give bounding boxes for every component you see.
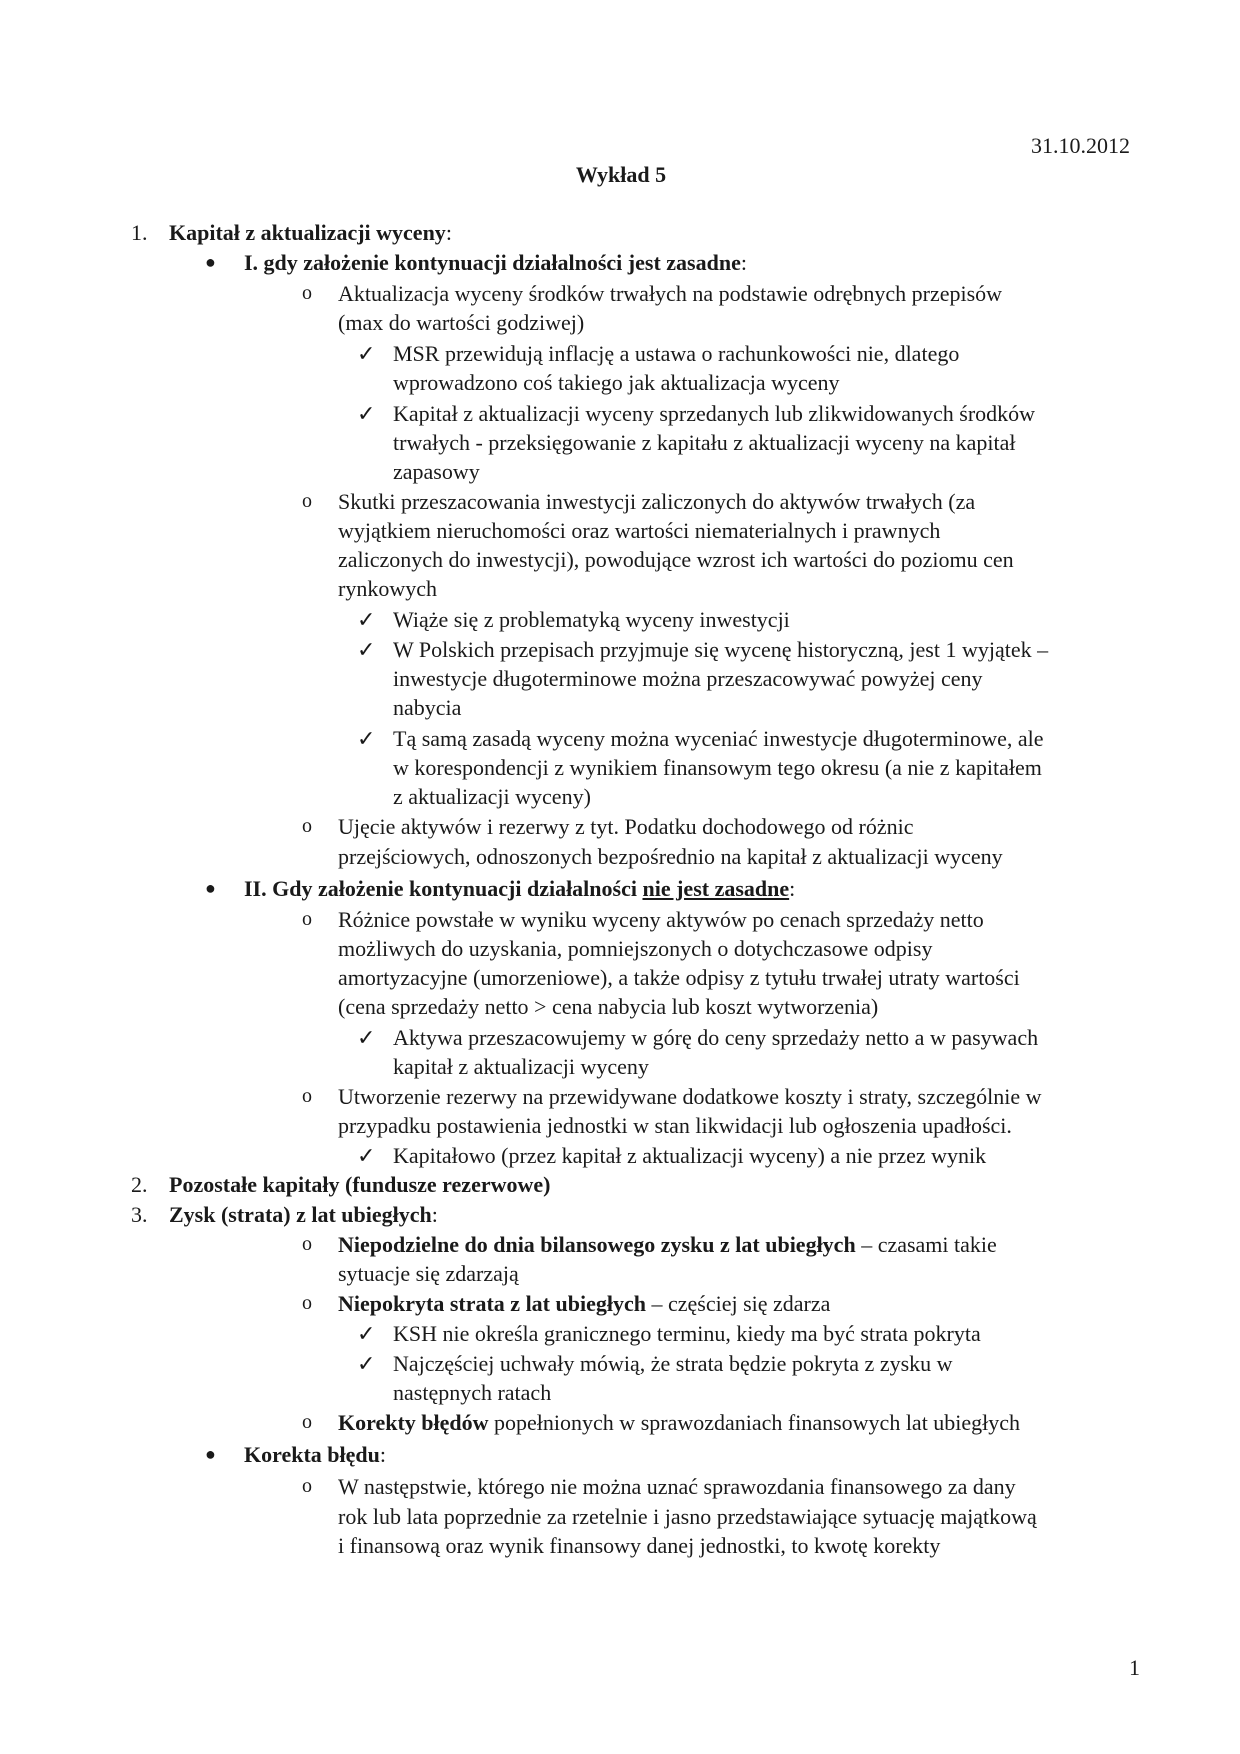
check-item-line: Tą samą zasadą wyceny można wyceniać inwestycje długoterminowe, ale <box>393 726 1044 751</box>
check-item-line: Wiąże się z problematyką wyceny inwestycji <box>393 607 790 632</box>
checkmark-icon: ✓ <box>357 1351 376 1376</box>
list-number: 3. <box>131 1202 148 1227</box>
list-item-line: rok lub lata poprzednie za rzetelnie i jasno przedstawiające sytuację majątkową <box>338 1504 1037 1529</box>
list-number: 2. <box>131 1172 148 1197</box>
list-item-line: wyjątkiem nieruchomości oraz wartości niematerialnych i prawnych <box>338 518 941 543</box>
check-item-line: trwałych - przeksięgowanie z kapitału z aktualizacji wyceny na kapitał <box>393 430 1016 455</box>
check-item-line: Najczęściej uchwały mówią, że strata będzie pokryta z zysku w <box>393 1351 953 1376</box>
list-item-line: Ujęcie aktywów i rezerwy z tyt. Podatku dochodowego od różnic <box>338 814 914 839</box>
check-item-line: MSR przewidują inflację a ustawa o rachunkowości nie, dlatego <box>393 341 960 366</box>
circle-bullet-icon: o <box>302 1233 312 1255</box>
list-item-line: amortyzacyjne (umorzeniowe), a także odpisy z tytułu trwałej utraty wartości <box>338 965 1020 990</box>
check-item-line: z aktualizacji wyceny) <box>393 784 591 809</box>
list-item-line: sytuacje się zdarzają <box>338 1261 519 1286</box>
list-item-line: W następstwie, którego nie można uznać sprawozdania finansowego za dany <box>338 1474 1016 1499</box>
check-item-line: w korespondencji z wynikiem finansowym tego okresu (a nie z kapitałem <box>393 755 1042 780</box>
list-item-line: (max do wartości godziwej) <box>338 310 585 335</box>
subsection-heading: I. gdy założenie kontynuacji działalności jest zasadne: <box>244 250 747 275</box>
check-item-line: inwestycje długoterminowe można przeszacowywać powyżej ceny <box>393 666 983 691</box>
checkmark-icon: ✓ <box>357 1025 376 1050</box>
lecture-date: 31.10.2012 <box>1031 133 1130 158</box>
check-item-line: nabycia <box>393 695 462 720</box>
check-item-line: Kapitał z aktualizacji wyceny sprzedanych lub zlikwidowanych środków <box>393 401 1036 426</box>
page-title: Wykład 5 <box>575 162 667 187</box>
check-item-line: zapasowy <box>393 459 480 484</box>
list-item-line: (cena sprzedaży netto > cena nabycia lub koszt wytworzenia) <box>338 994 879 1019</box>
check-item-line: Kapitałowo (przez kapitał z aktualizacji wyceny) a nie przez wynik <box>393 1143 987 1168</box>
list-item-line: Niepodzielne do dnia bilansowego zysku z lat ubiegłych – czasami takie <box>338 1232 997 1257</box>
list-item-line: i finansową oraz wynik finansowy danej jednostki, to kwotę korekty <box>338 1533 941 1558</box>
list-item-line: przypadku postawienia jednostki w stan likwidacji lub ogłoszenia upadłości. <box>338 1113 1012 1138</box>
subsection-heading: Korekta błędu: <box>244 1442 387 1467</box>
section-heading: Zysk (strata) z lat ubiegłych: <box>169 1202 438 1227</box>
bullet-icon: ● <box>205 252 216 272</box>
circle-bullet-icon: o <box>302 490 312 512</box>
section-heading: Pozostałe kapitały (fundusze rezerwowe) <box>169 1172 551 1197</box>
bullet-icon: ● <box>205 1444 216 1464</box>
checkmark-icon: ✓ <box>357 341 376 366</box>
list-item-line: Skutki przeszacowania inwestycji zaliczonych do aktywów trwałych (za <box>338 489 976 514</box>
checkmark-icon: ✓ <box>357 1321 376 1346</box>
checkmark-icon: ✓ <box>357 1143 376 1168</box>
subsection-heading: II. Gdy założenie kontynuacji działalności nie jest zasadne: <box>244 876 796 901</box>
check-item-line: W Polskich przepisach przyjmuje się wycenę historyczną, jest 1 wyjątek – <box>393 637 1049 662</box>
check-item-line: następnych ratach <box>393 1380 552 1405</box>
list-item-line: Aktualizacja wyceny środków trwałych na podstawie odrębnych przepisów <box>338 281 1003 306</box>
circle-bullet-icon: o <box>302 1475 312 1497</box>
check-item-line: kapitał z aktualizacji wyceny <box>393 1054 649 1079</box>
checkmark-icon: ✓ <box>357 637 376 662</box>
list-item-line: Korekty błędów popełnionych w sprawozdaniach finansowych lat ubiegłych <box>338 1410 1021 1435</box>
list-number: 1. <box>131 220 148 245</box>
circle-bullet-icon: o <box>302 282 312 304</box>
list-item-line: Niepokryta strata z lat ubiegłych – częściej się zdarza <box>338 1291 831 1316</box>
checkmark-icon: ✓ <box>357 726 376 751</box>
section-heading: Kapitał z aktualizacji wyceny: <box>169 220 452 245</box>
list-item-line: zaliczonych do inwestycji), powodujące wzrost ich wartości do poziomu cen <box>338 547 1014 572</box>
circle-bullet-icon: o <box>302 1292 312 1314</box>
list-item-line: przejściowych, odnoszonych bezpośrednio na kapitał z aktualizacji wyceny <box>338 844 1003 869</box>
check-item-line: wprowadzono coś takiego jak aktualizacja wyceny <box>393 370 840 395</box>
circle-bullet-icon: o <box>302 1085 312 1107</box>
check-item-line: Aktywa przeszacowujemy w górę do ceny sprzedaży netto a w pasywach <box>393 1025 1039 1050</box>
circle-bullet-icon: o <box>302 1411 312 1433</box>
list-item-line: Różnice powstałe w wyniku wyceny aktywów po cenach sprzedaży netto <box>338 907 984 932</box>
list-item-line: Utworzenie rezerwy na przewidywane dodatkowe koszty i straty, szczególnie w <box>338 1084 1042 1109</box>
list-item-line: możliwych do uzyskania, pomniejszonych o dotychczasowe odpisy <box>338 936 933 961</box>
page-number: 1 <box>1129 1655 1140 1680</box>
checkmark-icon: ✓ <box>357 401 376 426</box>
check-item-line: KSH nie określa granicznego terminu, kiedy ma być strata pokryta <box>393 1321 981 1346</box>
circle-bullet-icon: o <box>302 908 312 930</box>
bullet-icon: ● <box>205 878 216 898</box>
circle-bullet-icon: o <box>302 815 312 837</box>
checkmark-icon: ✓ <box>357 607 376 632</box>
list-item-line: rynkowych <box>338 576 437 601</box>
